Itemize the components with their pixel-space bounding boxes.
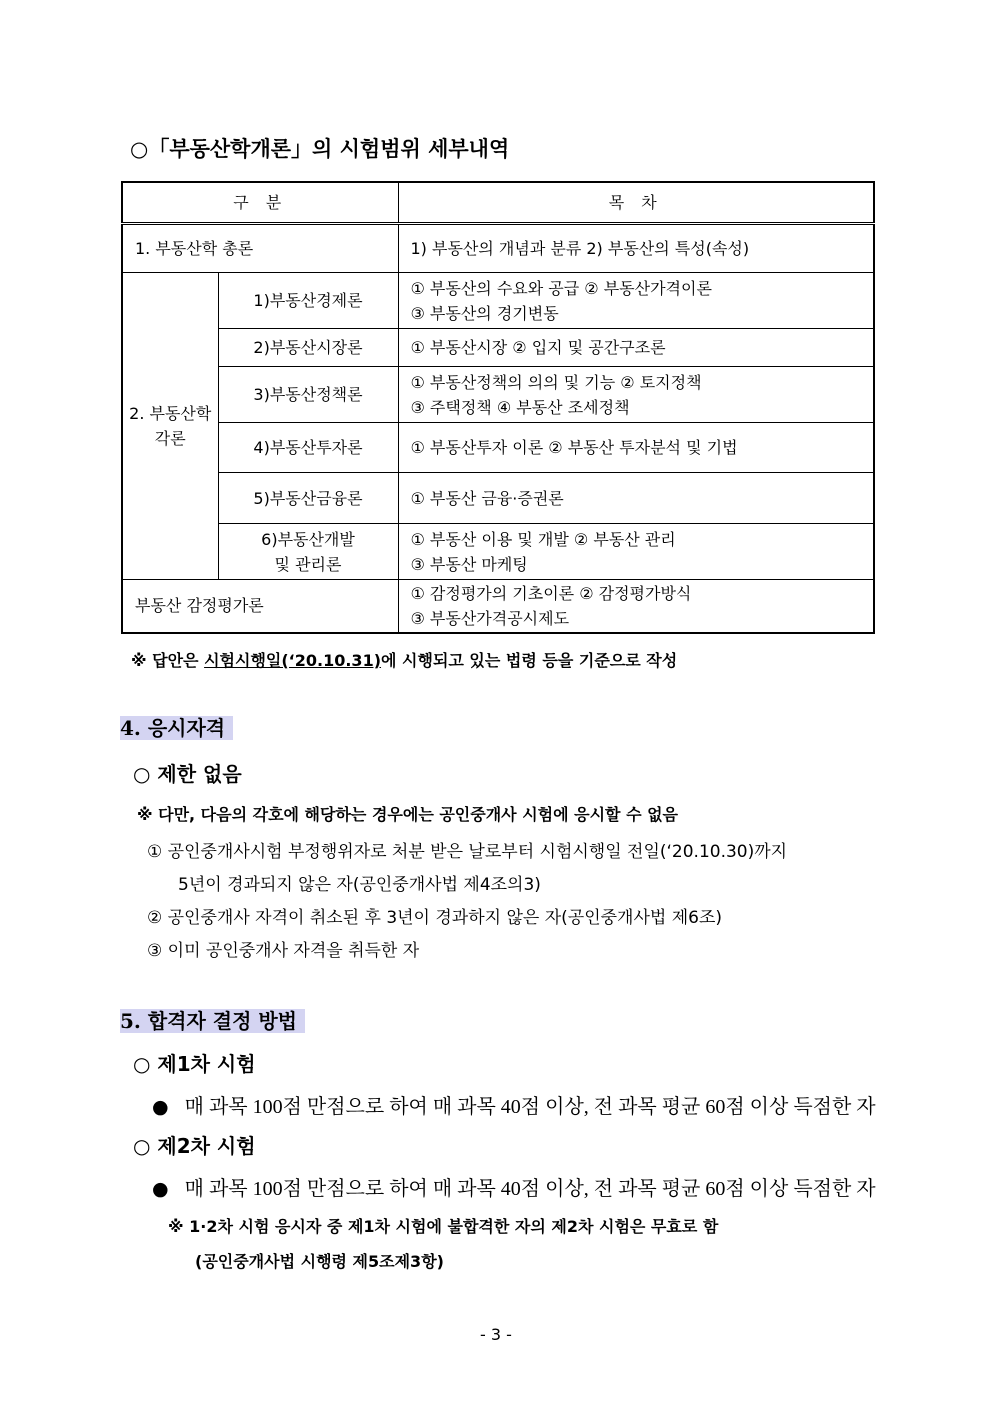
table-row — [122, 580, 874, 633]
subrow-content — [398, 473, 874, 524]
content-line: ③ 부동산의 경기변동 — [410, 303, 559, 323]
group-label-line: 각론 — [154, 429, 186, 448]
content-line: ① 부동산정책의 의의 및 기능 ② 토지정책 — [410, 372, 702, 392]
row-content-appraisal — [398, 580, 874, 633]
subrow-label: 3)부동산정책론 — [218, 367, 398, 423]
group-label — [122, 273, 218, 580]
subrow-content — [398, 329, 874, 367]
table-row — [122, 329, 874, 367]
content-line: ③ 주택정책 ④ 부동산 조세정책 — [410, 397, 630, 417]
section-4-title: 4. 응시자격 — [120, 712, 233, 741]
second-exam-bullet — [152, 1172, 876, 1201]
table-row — [122, 524, 874, 580]
content-line: ① 부동산 이용 및 개발 ② 부동산 관리 — [410, 529, 676, 549]
row-label-general: 1. 부동산학 총론 — [122, 224, 398, 273]
section-4-note: ※ 다만, 다음의 각호에 해당하는 경우에는 공인중개사 시험에 응시할 수 없음 — [137, 805, 679, 824]
section-4-list-item: ③ 이미 공인중개사 자격을 취득한 자 — [147, 941, 420, 961]
group-label-line: 2. 부동산학 — [129, 404, 212, 423]
scope-table — [121, 181, 875, 634]
section-4-list-item: ① 공인중개사시험 부정행위자로 처분 받은 날로부터 시험시행일 전일(‘20.10.30)까지 — [147, 842, 788, 862]
second-exam-criteria: 매 과목 100점 만점으로 하여 매 과목 40점 이상, 전 과목 평균 60점 이상 득점한 자 — [184, 1178, 876, 1200]
table-row — [122, 423, 874, 473]
subrow-content — [398, 423, 874, 473]
subrow-content — [398, 367, 874, 423]
subrow-label — [218, 524, 398, 580]
content-line: ① 부동산의 수요와 공급 ② 부동산가격이론 — [410, 278, 712, 298]
first-exam-criteria: 매 과목 100점 만점으로 하여 매 과목 40점 이상, 전 과목 평균 60점 이상 득점한 자 — [184, 1096, 876, 1118]
label-line: 6)부동산개발 — [261, 529, 355, 549]
first-exam-title: ○ 제1차 시험 — [133, 1052, 256, 1076]
subrow-label: 2)부동산시장론 — [218, 329, 398, 367]
first-exam-bullet — [152, 1090, 876, 1119]
subrow-label: 4)부동산투자론 — [218, 423, 398, 473]
header-contents: 목 차 — [398, 182, 874, 224]
section-4-item: ○ 제한 없음 — [133, 762, 242, 786]
section-5-title: 5. 합격자 결정 방법 — [120, 1005, 305, 1034]
content-line: ① 감정평가의 기초이론 ② 감정평가방식 — [410, 583, 692, 603]
bullet-icon: ● — [152, 1178, 169, 1200]
table-row — [122, 224, 874, 273]
table-row — [122, 473, 874, 524]
bullet-icon: ● — [152, 1096, 169, 1118]
table-note-suffix: 에 시행되고 있는 법령 등을 기준으로 작성 — [381, 651, 678, 670]
subrow-label: 5)부동산금융론 — [218, 473, 398, 524]
subrow-label: 1)부동산경제론 — [218, 273, 398, 329]
table-row — [122, 367, 874, 423]
page-heading: ○「부동산학개론」의 시험범위 세부내역 — [130, 136, 510, 161]
table-row — [122, 273, 874, 329]
subrow-content — [398, 273, 874, 329]
row-content-general: 1) 부동산의 개념과 분류 2) 부동산의 특성(속성) — [398, 224, 874, 273]
second-exam-title: ○ 제2차 시험 — [133, 1134, 256, 1158]
content-line: ① 부동산투자 이론 ② 부동산 투자분석 및 기법 — [410, 438, 738, 457]
row-label-appraisal: 부동산 감정평가론 — [122, 580, 398, 633]
section-5-note: ※ 1·2차 시험 응시자 중 제1차 시험에 불합격한 자의 제2차 시험은 무효로 함 — [168, 1217, 719, 1236]
content-line: ① 부동산 금융·증권론 — [410, 488, 564, 508]
label-line: 및 관리론 — [274, 554, 342, 574]
content-line: ③ 부동산 마케팅 — [410, 554, 528, 574]
page-number: - 3 - — [480, 1325, 512, 1344]
header-category: 구 분 — [122, 182, 398, 224]
table-note-prefix: ※ 답안은 — [131, 651, 205, 670]
content-line: ③ 부동산가격공시제도 — [410, 608, 570, 628]
subrow-content — [398, 524, 874, 580]
section-4-list-item-cont: 5년이 경과되지 않은 자(공인중개사법 제4조의3) — [178, 875, 541, 895]
section-4-list-item: ② 공인중개사 자격이 취소된 후 3년이 경과하지 않은 자(공인중개사법 제6조) — [147, 908, 723, 928]
table-note — [131, 648, 677, 671]
table-header-row — [122, 182, 874, 224]
section-5-note-ref: (공인중개사법 시행령 제5조제3항) — [195, 1252, 444, 1271]
table-note-date: 시험시행일(‘20.10.31) — [204, 651, 382, 670]
content-line: ① 부동산시장 ② 입지 및 공간구조론 — [410, 338, 666, 357]
